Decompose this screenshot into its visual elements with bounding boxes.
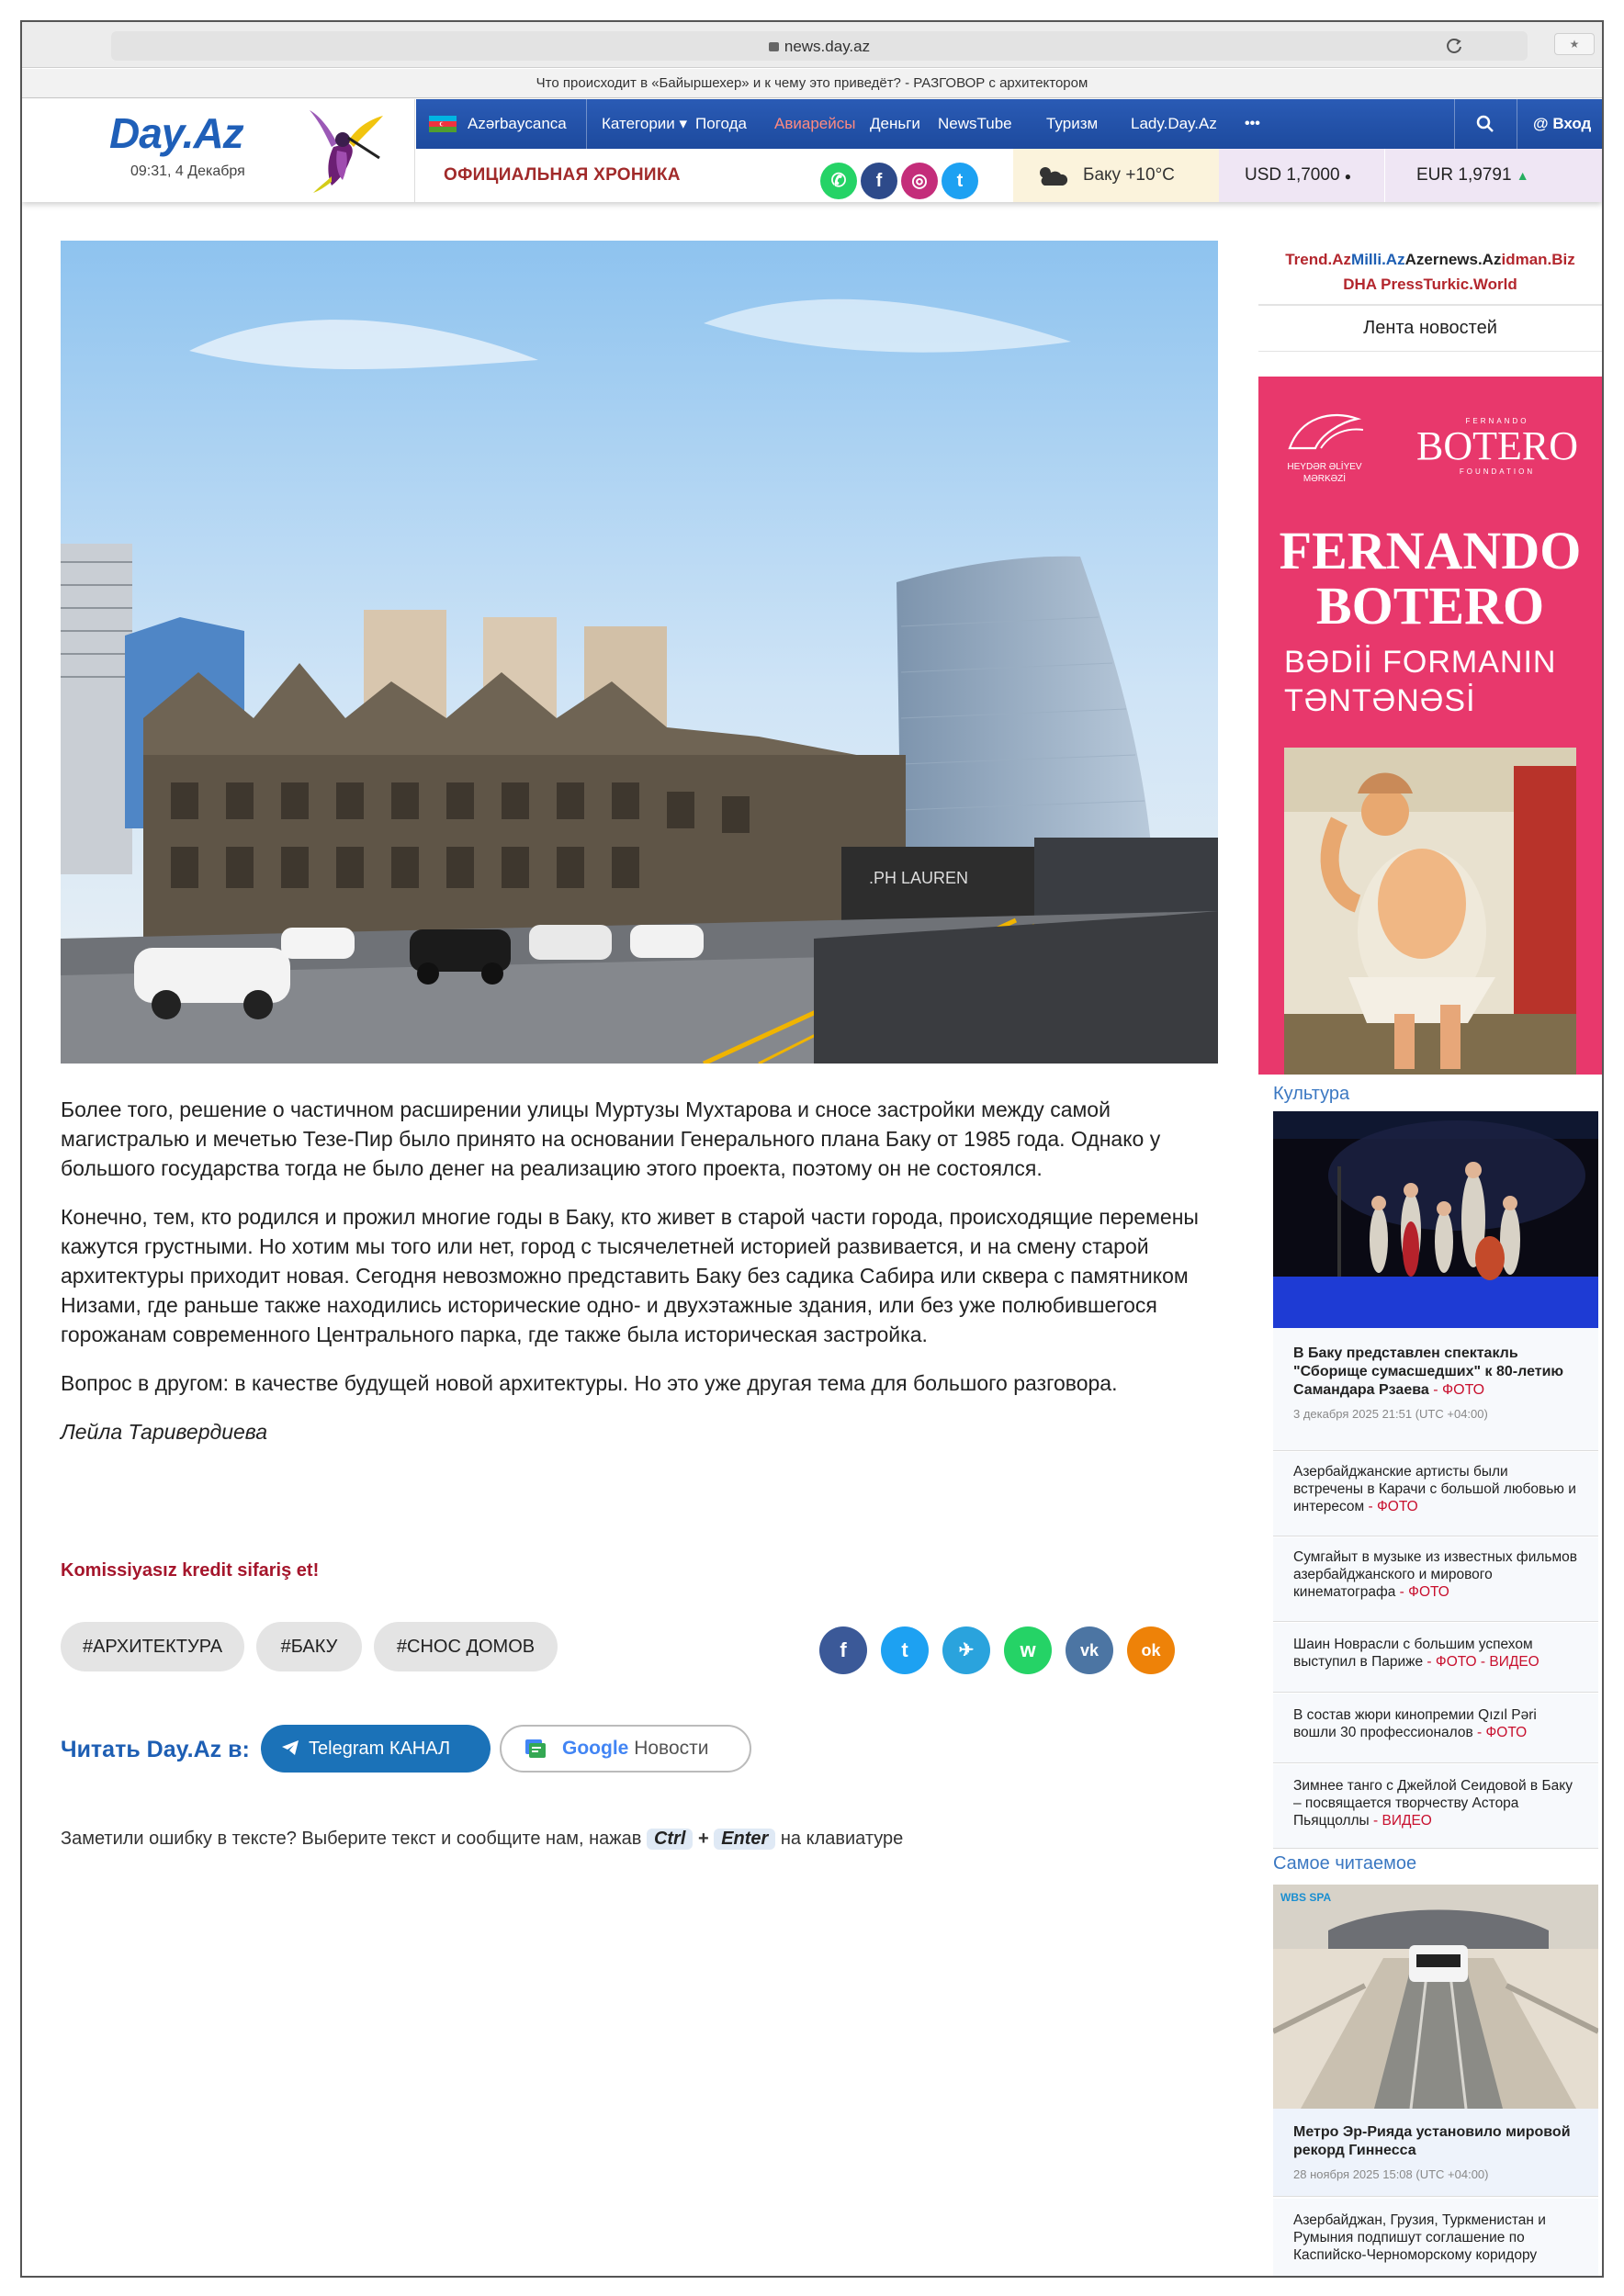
- heydar-aliyev-center-logo: [1284, 411, 1369, 454]
- site-header: [22, 99, 1602, 202]
- arrow-up-icon: ▲: [1516, 168, 1529, 183]
- card-sep: -: [1472, 1725, 1486, 1740]
- ad-headline: [1258, 523, 1602, 634]
- search-icon[interactable]: [1476, 115, 1494, 133]
- culture-card[interactable]: [1273, 1623, 1598, 1693]
- card-title: Зимнее танго с Джейлой Сеидовой в Баку – посвящается творчеству Астора Пьяццоллы: [1293, 1778, 1573, 1829]
- nav-weather[interactable]: Погода: [695, 115, 747, 132]
- weather-text: Баку +10°C: [1083, 165, 1175, 185]
- header-subbar: [416, 149, 1602, 202]
- nav-flights[interactable]: Авиарейсы: [774, 115, 856, 132]
- telegram-channel-button[interactable]: [261, 1725, 491, 1773]
- cloud-sun-icon: [1035, 163, 1068, 187]
- news-word: Новости: [634, 1738, 709, 1759]
- enter-key: Enter: [714, 1829, 775, 1850]
- share-whatsapp-icon[interactable]: w: [1004, 1626, 1052, 1674]
- card-tag: ФОТО: [1485, 1725, 1528, 1740]
- eur-rate: [1384, 149, 1602, 202]
- card-sep: -: [1369, 1813, 1382, 1829]
- culture-section-title[interactable]: Культура: [1273, 1084, 1350, 1104]
- ctrl-key: Ctrl: [647, 1829, 693, 1850]
- lock-icon: [769, 42, 779, 51]
- news-ticker[interactable]: Что происходит в «Байыршехер» и к чему это приведёт? - РАЗГОВОР с архитектором: [22, 69, 1602, 98]
- nav-more[interactable]: •••: [1245, 116, 1260, 131]
- login-button[interactable]: [1533, 99, 1591, 149]
- most-read-card[interactable]: [1273, 2109, 1598, 2197]
- google-news-button[interactable]: [500, 1725, 751, 1773]
- article-author: Лейла Таривердиева: [61, 1420, 268, 1444]
- google-news-icon: [524, 1738, 547, 1760]
- official-chronicle-link[interactable]: ОФИЦИАЛЬНАЯ ХРОНИКА: [444, 165, 681, 185]
- usd-value: USD 1,7000: [1245, 165, 1340, 185]
- at-icon: @: [1533, 115, 1553, 132]
- login-label: Вход: [1552, 115, 1592, 132]
- error-report-note: [61, 1829, 903, 1850]
- site-logo[interactable]: Day.Az: [109, 109, 243, 157]
- article-photo: [61, 241, 1218, 1064]
- facebook-icon[interactable]: f: [861, 163, 897, 199]
- right-sidebar: [1258, 241, 1602, 2278]
- nav-divider: [1454, 99, 1455, 149]
- card-title: В состав жюри кинопремии Qızıl Pəri вошли 30 профессионалов: [1293, 1707, 1537, 1740]
- culture-card[interactable]: [1273, 1328, 1598, 1451]
- hummingbird-icon: [300, 107, 389, 195]
- nav-divider: [586, 99, 587, 149]
- heydar-aliyev-text: [1279, 461, 1370, 485]
- nav-newstube[interactable]: NewsTube: [938, 115, 1012, 132]
- ad-botero-logo: BOTERO: [1416, 423, 1578, 468]
- ad-title-line2: BOTERO: [1315, 576, 1545, 636]
- share-telegram-icon[interactable]: ✈: [942, 1626, 990, 1674]
- article-paragraph: Более того, решение о частичном расширении улицы Муртузы Мухтарова и сносе застройки между самой магистралью и мечетью Тезе-Пир было принято на основании Генерального плана Баку от 1985 года. Однако у большого государства тогда не было денег на реализацию этого проекта, поэтому он не состоялся.: [61, 1097, 1161, 1180]
- logo-area: [22, 99, 415, 202]
- card-sep: -: [1395, 1584, 1409, 1600]
- error-note-text: Заметили ошибку в тексте? Выберите текст и сообщите нам, нажав: [61, 1829, 642, 1849]
- partner-dha[interactable]: DHA Press: [1343, 276, 1424, 293]
- card-sep: -: [1428, 1382, 1442, 1398]
- partner-trend[interactable]: Trend.Az: [1285, 251, 1352, 268]
- tag-demolition[interactable]: #СНОС ДОМОВ: [374, 1622, 558, 1671]
- botero-ad[interactable]: [1258, 377, 1602, 1075]
- tag-baku[interactable]: #БАКУ: [256, 1622, 362, 1671]
- card-date: 28 ноября 2025 15:08 (UTC +04:00): [1293, 2167, 1489, 2181]
- culture-card[interactable]: [1273, 1694, 1598, 1763]
- card-date: 3 декабря 2025 21:51 (UTC +04:00): [1293, 1407, 1488, 1421]
- card-title: Сумгайыт в музыке из известных фильмов азербайджанского и мирового кинематографа: [1293, 1549, 1577, 1600]
- error-note-suffix: на клавиатуре: [780, 1829, 904, 1849]
- weather-widget[interactable]: [1013, 149, 1219, 202]
- telegram-label: Telegram КАНАЛ: [309, 1739, 451, 1759]
- partner-azernews[interactable]: Azernews.Az: [1404, 251, 1502, 268]
- culture-card[interactable]: [1273, 1537, 1598, 1622]
- share-ok-icon[interactable]: ok: [1127, 1626, 1175, 1674]
- nav-money[interactable]: Деньги: [870, 115, 920, 132]
- ad-fernando-small: FERNANDO: [1465, 417, 1529, 425]
- ad-merkezi: MƏRKƏZİ: [1303, 474, 1347, 484]
- nav-tourism[interactable]: Туризм: [1046, 115, 1099, 132]
- most-read-thumbnail[interactable]: [1273, 1885, 1598, 2109]
- address-bar[interactable]: [111, 31, 1528, 61]
- article-paragraph: Конечно, тем, кто родился и прожил многие годы в Баку, кто живет в старой части города, происходящие перемены кажутся грустными. Но хотим мы того или нет, город с тысячелетней историей развивается, и на смену старой архитектуры приходит новая. Сегодня невозможно представить Баку без садика Сабира или сквера с памятником Низами, где раньше также находились исторические одно- и двухэтажные здания, или без уже полюбившегося горожанам современного Центрального парка, где также была историческая застройка.: [61, 1205, 1199, 1346]
- extension-button[interactable]: [1554, 33, 1595, 55]
- card-sep: -: [1364, 1499, 1377, 1514]
- google-word: Google: [562, 1738, 629, 1759]
- reload-icon[interactable]: [1445, 37, 1463, 55]
- telegram-icon: [281, 1739, 299, 1756]
- ad-sub-line1: BƏDİİ FORMANIN: [1284, 645, 1557, 680]
- card-tag: ФОТО: [1377, 1499, 1418, 1514]
- partner-turkic[interactable]: Turkic.World: [1423, 276, 1517, 293]
- nav-lady[interactable]: Lady.Day.Az: [1131, 115, 1217, 132]
- partner-links: [1258, 241, 1602, 303]
- main-nav: [416, 99, 1602, 149]
- star-icon: ★: [1569, 38, 1580, 51]
- culture-thumbnail[interactable]: [1273, 1111, 1598, 1328]
- card-title: Шаин Новрасли с большим успехом выступил в Париже: [1293, 1637, 1533, 1670]
- share-vk-icon[interactable]: vk: [1066, 1626, 1113, 1674]
- card-tag: ФОТО - ВИДЕО: [1435, 1654, 1539, 1670]
- instagram-icon[interactable]: ◎: [901, 163, 938, 199]
- ad-painting: [1284, 748, 1576, 1075]
- share-twitter-icon[interactable]: t: [881, 1626, 929, 1674]
- article-paragraph: Вопрос в другом: в качестве будущей новой архитектуры. Но это уже другая тема для большого разговора.: [61, 1371, 1118, 1395]
- partner-milli[interactable]: Milli.Az: [1351, 251, 1405, 268]
- whatsapp-icon[interactable]: ✆: [820, 163, 857, 199]
- usd-rate: USD 1,7000 ●: [1219, 149, 1384, 202]
- botero-foundation-logo: [1405, 417, 1589, 476]
- read-on-label: Читать Day.Az в:: [61, 1737, 250, 1762]
- card-sep: -: [1423, 1654, 1436, 1670]
- card-title: Азербайджанские артисты были встречены в Карачи с большой любовью и интересом: [1293, 1464, 1576, 1514]
- most-read-card[interactable]: [1273, 2199, 1598, 2278]
- browser-window: [20, 20, 1604, 2278]
- card-tag: ФОТО: [1441, 1382, 1485, 1398]
- store-sign: .PH LAUREN: [869, 869, 969, 887]
- header-datetime: 09:31, 4 Декабря: [130, 163, 245, 179]
- ad-heydar: HEYDƏR ƏLİYEV: [1287, 462, 1362, 472]
- most-read-section-title[interactable]: Самое читаемое: [1273, 1853, 1417, 1874]
- share-facebook-icon[interactable]: f: [819, 1626, 867, 1674]
- card-title: Метро Эр-Рияда установило мировой рекорд Гиннесса: [1293, 2124, 1571, 2158]
- card-tag: ВИДЕО: [1382, 1813, 1432, 1829]
- news-feed-tab[interactable]: Лента новостей: [1258, 304, 1602, 352]
- card-title: Азербайджан, Грузия, Туркменистан и Румыния подпишут соглашение по Каспийско-Черноморскому коридору: [1293, 2212, 1546, 2263]
- browser-toolbar: [22, 22, 1602, 68]
- nav-language[interactable]: Azərbaycanca: [468, 115, 567, 132]
- wbs-badge: WBS SPA: [1280, 1891, 1332, 1904]
- culture-card[interactable]: [1273, 1452, 1598, 1536]
- nav-categories[interactable]: Категории ▾: [602, 115, 688, 132]
- tag-architecture[interactable]: #АРХИТЕКТУРА: [61, 1622, 244, 1671]
- eur-value: EUR 1,9791: [1416, 165, 1512, 185]
- azerbaijan-flag-icon: [429, 116, 457, 132]
- plus-sign: +: [697, 1829, 709, 1849]
- ad-foundation: FOUNDATION: [1459, 467, 1536, 476]
- card-tag: ФОТО: [1408, 1584, 1449, 1600]
- ad-subheadline: [1284, 643, 1556, 720]
- promo-link[interactable]: Komissiyasız kredit sifariş et!: [61, 1560, 320, 1581]
- ad-sub-line2: TƏNTƏNƏSİ: [1284, 683, 1476, 718]
- article-body: [61, 1095, 1218, 1466]
- url-text: news.day.az: [784, 38, 871, 55]
- partner-idman[interactable]: idman.Biz: [1501, 251, 1575, 268]
- twitter-icon[interactable]: t: [942, 163, 978, 199]
- culture-card[interactable]: [1273, 1764, 1598, 1849]
- card-title: В Баку представлен спектакль "Сборище сумасшедших" к 80-летию Самандара Рзаева: [1293, 1345, 1564, 1398]
- ad-title-line1: FERNANDO: [1279, 521, 1582, 580]
